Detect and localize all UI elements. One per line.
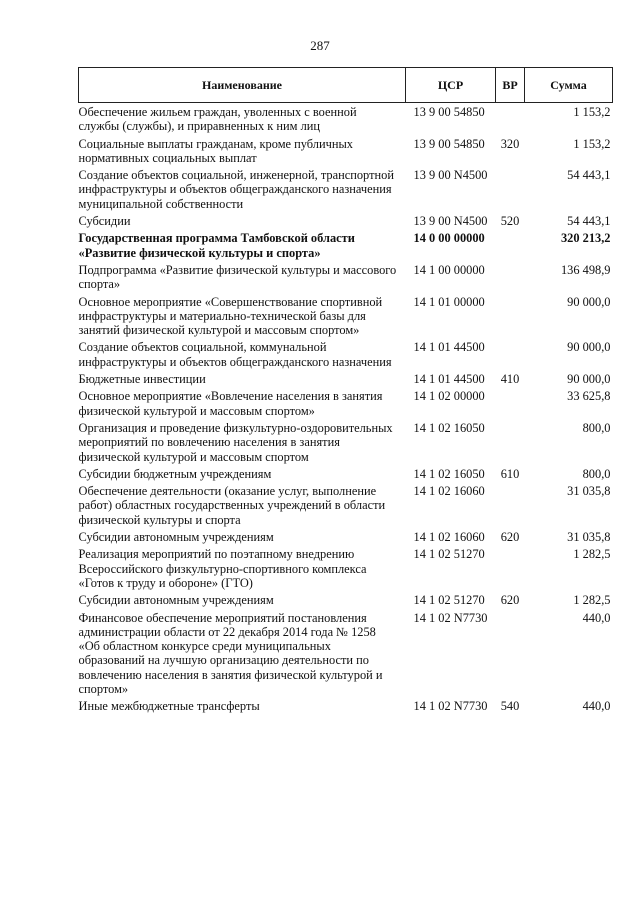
row-sum: 90 000,0 xyxy=(567,294,611,309)
row-name: Основное мероприятие «Совершенствование спортивной инфраструктуры и материально-технической базы для занятий физической культурой и массовым спортом» xyxy=(78,294,383,338)
row-csr: 14 1 02 51270 xyxy=(413,593,485,608)
row-csr: 14 1 01 44500 xyxy=(413,372,485,387)
table-row xyxy=(79,293,613,339)
table-row xyxy=(79,545,613,591)
row-csr: 13 9 00 N4500 xyxy=(413,168,488,183)
row-csr: 14 1 02 N7730 xyxy=(413,610,488,625)
table-row xyxy=(79,338,613,370)
row-name: Организация и проведение физкультурно-оздоровительных мероприятий по вовлечению населения в занятия физической культурой и массовым спортом xyxy=(78,420,393,464)
row-name: Государственная программа Тамбовской области «Развитие физической культуры и спорта» xyxy=(78,231,355,260)
row-name: Основное мероприятие «Вовлечение населения в занятия физической культурой и массовым спортом» xyxy=(78,389,383,418)
row-name: Субсидии автономным учреждениям xyxy=(78,593,274,608)
row-csr: 13 9 00 N4500 xyxy=(413,214,488,229)
row-csr: 14 1 02 16050 xyxy=(413,420,485,435)
header-csr: ЦСР xyxy=(406,68,496,103)
row-vr: 320 xyxy=(500,136,520,151)
table-row xyxy=(79,261,613,293)
row-csr: 13 9 00 54850 xyxy=(413,136,485,151)
table-row xyxy=(79,103,613,135)
row-name: Субсидии бюджетным учреждениям xyxy=(78,466,272,481)
row-sum: 136 498,9 xyxy=(560,262,611,277)
row-sum: 1 153,2 xyxy=(573,136,611,151)
row-sum: 800,0 xyxy=(582,420,611,435)
table-row xyxy=(79,387,613,419)
row-vr xyxy=(496,545,525,591)
row-vr xyxy=(496,229,525,261)
row-vr: 610 xyxy=(500,466,520,481)
row-sum: 31 035,8 xyxy=(567,530,611,545)
row-vr xyxy=(496,482,525,528)
row-name: Финансовое обеспечение мероприятий постановления администрации области от 22 декабря 2014 года № 1258 «Об областном конкурсе среди муниципальных образований на лучшую организацию деятельности по вовлечению населения в занятия физической культурой и спортом» xyxy=(78,610,383,696)
row-csr: 14 1 02 16050 xyxy=(413,466,485,481)
header-vr: ВР xyxy=(496,68,525,103)
row-vr: 620 xyxy=(500,593,520,608)
table-row xyxy=(79,166,613,212)
table-row xyxy=(79,419,613,465)
row-name: Подпрограмма «Развитие физической культуры и массового спорта» xyxy=(78,262,397,292)
table-row xyxy=(79,482,613,528)
row-csr: 14 1 00 00000 xyxy=(413,262,485,277)
table-header-row xyxy=(79,68,613,103)
row-vr: 520 xyxy=(500,214,520,229)
table-row xyxy=(79,135,613,167)
table-row xyxy=(79,229,613,261)
page-number: 287 xyxy=(310,38,330,53)
row-sum: 800,0 xyxy=(582,466,611,481)
row-name: Субсидии автономным учреждениям xyxy=(78,530,274,545)
table-row xyxy=(79,528,613,545)
row-name: Создание объектов социальной, коммунальной инфраструктуры и объектов общегражданского назначения xyxy=(78,340,392,369)
table-row xyxy=(79,212,613,229)
row-vr xyxy=(496,261,525,293)
row-sum: 90 000,0 xyxy=(567,340,611,355)
table-row xyxy=(79,697,613,714)
header-name: Наименование xyxy=(79,68,406,103)
row-vr: 540 xyxy=(500,699,520,714)
table-row xyxy=(79,465,613,482)
row-name: Обеспечение деятельности (оказание услуг, выполнение работ) областных государственных учреждений в области физической культуры и спорта xyxy=(78,484,386,527)
table-row xyxy=(79,591,613,608)
row-name: Субсидии xyxy=(78,214,131,229)
row-sum: 1 153,2 xyxy=(573,105,611,119)
row-csr: 14 1 02 00000 xyxy=(413,389,485,404)
row-sum: 440,0 xyxy=(582,699,611,714)
row-vr xyxy=(496,387,525,419)
row-vr xyxy=(496,609,525,698)
row-name: Социальные выплаты гражданам, кроме публичных нормативных социальных выплат xyxy=(78,136,353,165)
row-vr: 620 xyxy=(500,530,520,545)
row-csr: 14 1 01 44500 xyxy=(413,340,485,355)
row-csr: 14 1 02 16060 xyxy=(413,484,485,499)
row-csr: 14 0 00 00000 xyxy=(413,231,485,246)
row-csr: 14 1 01 00000 xyxy=(413,294,485,309)
row-csr: 13 9 00 54850 xyxy=(413,105,485,119)
row-sum: 1 282,5 xyxy=(573,593,611,608)
row-csr: 14 1 02 51270 xyxy=(413,547,485,562)
table-row xyxy=(79,370,613,387)
row-sum: 440,0 xyxy=(582,610,611,625)
row-vr xyxy=(496,419,525,465)
budget-table xyxy=(78,67,613,715)
row-csr: 14 1 02 N7730 xyxy=(413,699,488,714)
row-vr: 410 xyxy=(500,372,520,387)
header-sum: Сумма xyxy=(525,68,613,103)
row-name: Бюджетные инвестиции xyxy=(78,372,206,387)
row-sum: 54 443,1 xyxy=(567,168,611,183)
row-vr xyxy=(496,103,525,135)
row-name: Создание объектов социальной, инженерной, транспортной инфраструктуры и объектов общегражданского назначения муниципальной собственности xyxy=(78,168,394,211)
row-sum: 320 213,2 xyxy=(560,231,611,246)
row-name: Реализация мероприятий по поэтапному внедрению Всероссийского физкультурно-спортивного комплекса «Готов к труду и обороне» (ГТО) xyxy=(78,547,367,590)
row-sum: 54 443,1 xyxy=(567,214,611,229)
row-vr xyxy=(496,338,525,370)
table-row xyxy=(79,609,613,698)
row-sum: 1 282,5 xyxy=(573,547,611,562)
row-vr xyxy=(496,166,525,212)
row-sum: 31 035,8 xyxy=(567,484,611,499)
row-sum: 33 625,8 xyxy=(567,389,611,404)
row-name: Обеспечение жильем граждан, уволенных с военной службы (службы), и приравненных к ним лиц xyxy=(78,105,357,134)
row-csr: 14 1 02 16060 xyxy=(413,530,485,545)
row-vr xyxy=(496,293,525,339)
row-name: Иные межбюджетные трансферты xyxy=(78,699,260,714)
table-body xyxy=(79,103,613,715)
row-sum: 90 000,0 xyxy=(567,372,611,387)
